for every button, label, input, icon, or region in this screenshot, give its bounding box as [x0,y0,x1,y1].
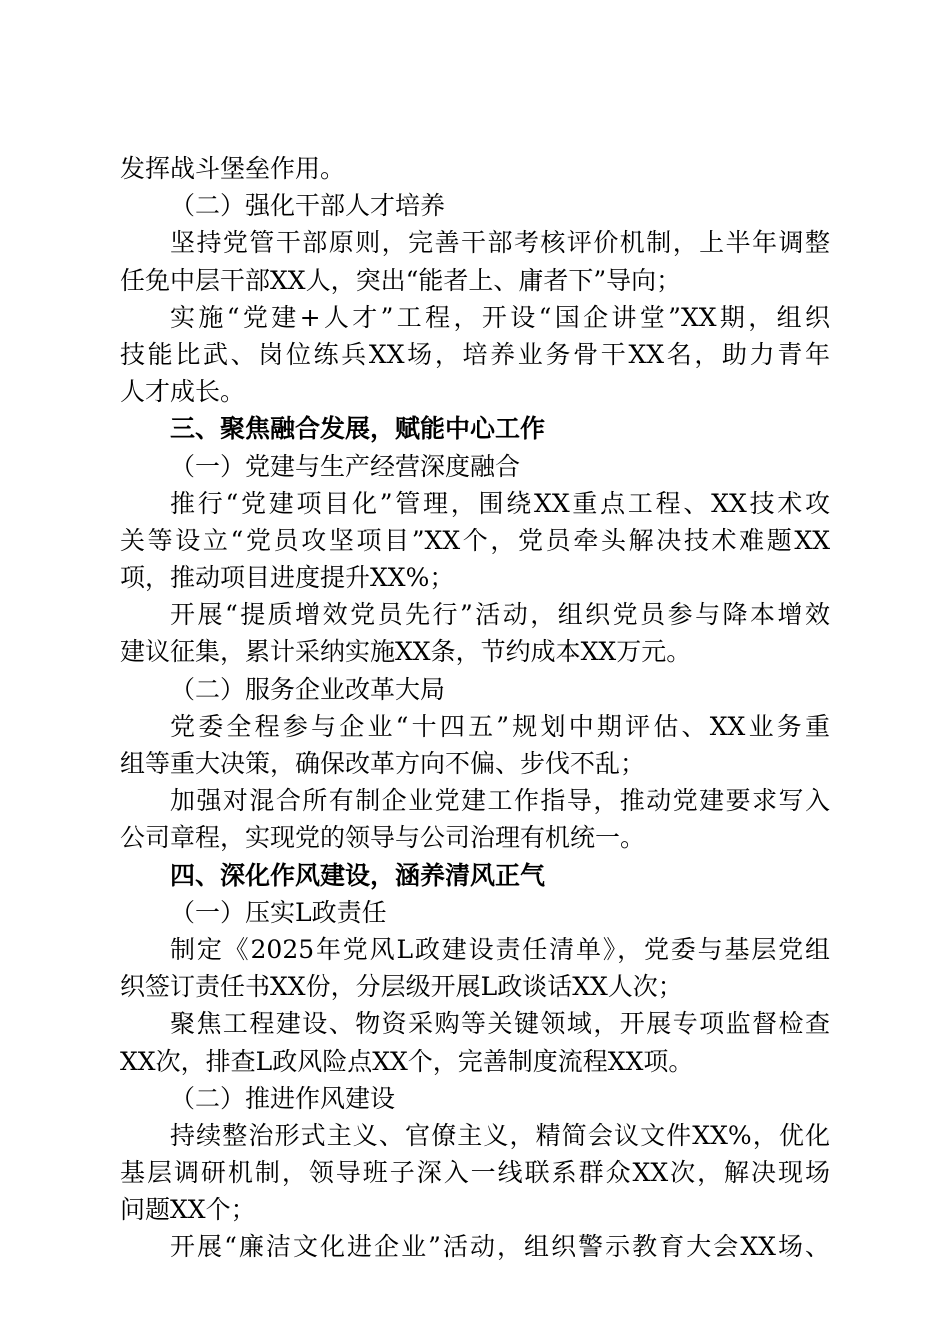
body-text: 推行“党建项目化”管理，围绕XX重点工程、XX技术攻 [170,488,830,518]
body-text: 加强对混合所有制企业党建工作指导，推动党建要求写入 [170,786,830,816]
subsection-heading: （一）党建与生产经营深度融合 [170,451,521,481]
body-text: 持续整治形式主义、官僚主义，精简会议文件XX%，优化 [170,1120,830,1150]
body-text: 织签订责任书XX份，分层级开展L政谈话XX人次； [120,972,683,1002]
body-text: 开展“廉洁文化进企业”活动，组织警示教育大会XX场、 [170,1232,830,1262]
body-text: 任免中层干部XX人，突出“能者上、庸者下”导向； [120,265,682,295]
subsection-heading: （二）强化干部人才培养 [170,191,446,221]
subsection-heading: （二）服务企业改革大局 [170,674,446,704]
body-text: 制定《2025年党风L政建设责任清单》，党委与基层党组 [170,934,830,964]
body-text: 公司章程，实现党的领导与公司治理有机统一。 [120,823,646,853]
body-text: 坚持党管干部原则，完善干部考核评价机制，上半年调整 [170,228,830,258]
body-text: XX次，排查L政风险点XX个，完善制度流程XX项。 [120,1046,694,1076]
body-text: 问题XX个； [120,1195,256,1225]
body-text: 技能比武、岗位练兵XX场，培养业务骨干XX名，助力青年 [120,339,830,369]
body-text: 建议征集，累计采纳实施XX条，节约成本XX万元。 [120,637,692,667]
subsection-heading: （二）推进作风建设 [170,1083,396,1113]
body-text: 党委全程参与企业“十四五”规划中期评估、XX业务重 [170,711,830,741]
subsection-heading: （一）压实L政责任 [170,897,387,927]
body-text: 人才成长。 [120,377,246,407]
body-text: 组等重大决策，确保改革方向不偏、步伐不乱； [120,749,646,778]
body-text: 基层调研机制，领导班子深入一线联系群众XX次，解决现场 [120,1158,830,1188]
body-text: 关等设立“党员攻坚项目”XX个，党员牵头解决技术难题XX [120,525,830,555]
body-text: 开展“提质增效党员先行”活动，组织党员参与降本增效 [170,600,830,630]
body-text: 聚焦工程建设、物资采购等关键领域，开展专项监督检查 [170,1009,830,1039]
document-page [120,150,830,1266]
body-text: 发挥战斗堡垒作用。 [120,154,346,183]
section-heading: 三、聚焦融合发展，赋能中心工作 [170,414,546,444]
body-text: 实施“党建+人才”工程，开设“国企讲堂”XX期，组织 [170,302,830,332]
body-text: 项，推动项目进度提升XX%； [120,563,455,593]
section-heading: 四、深化作风建设，涵养清风正气 [170,860,546,890]
